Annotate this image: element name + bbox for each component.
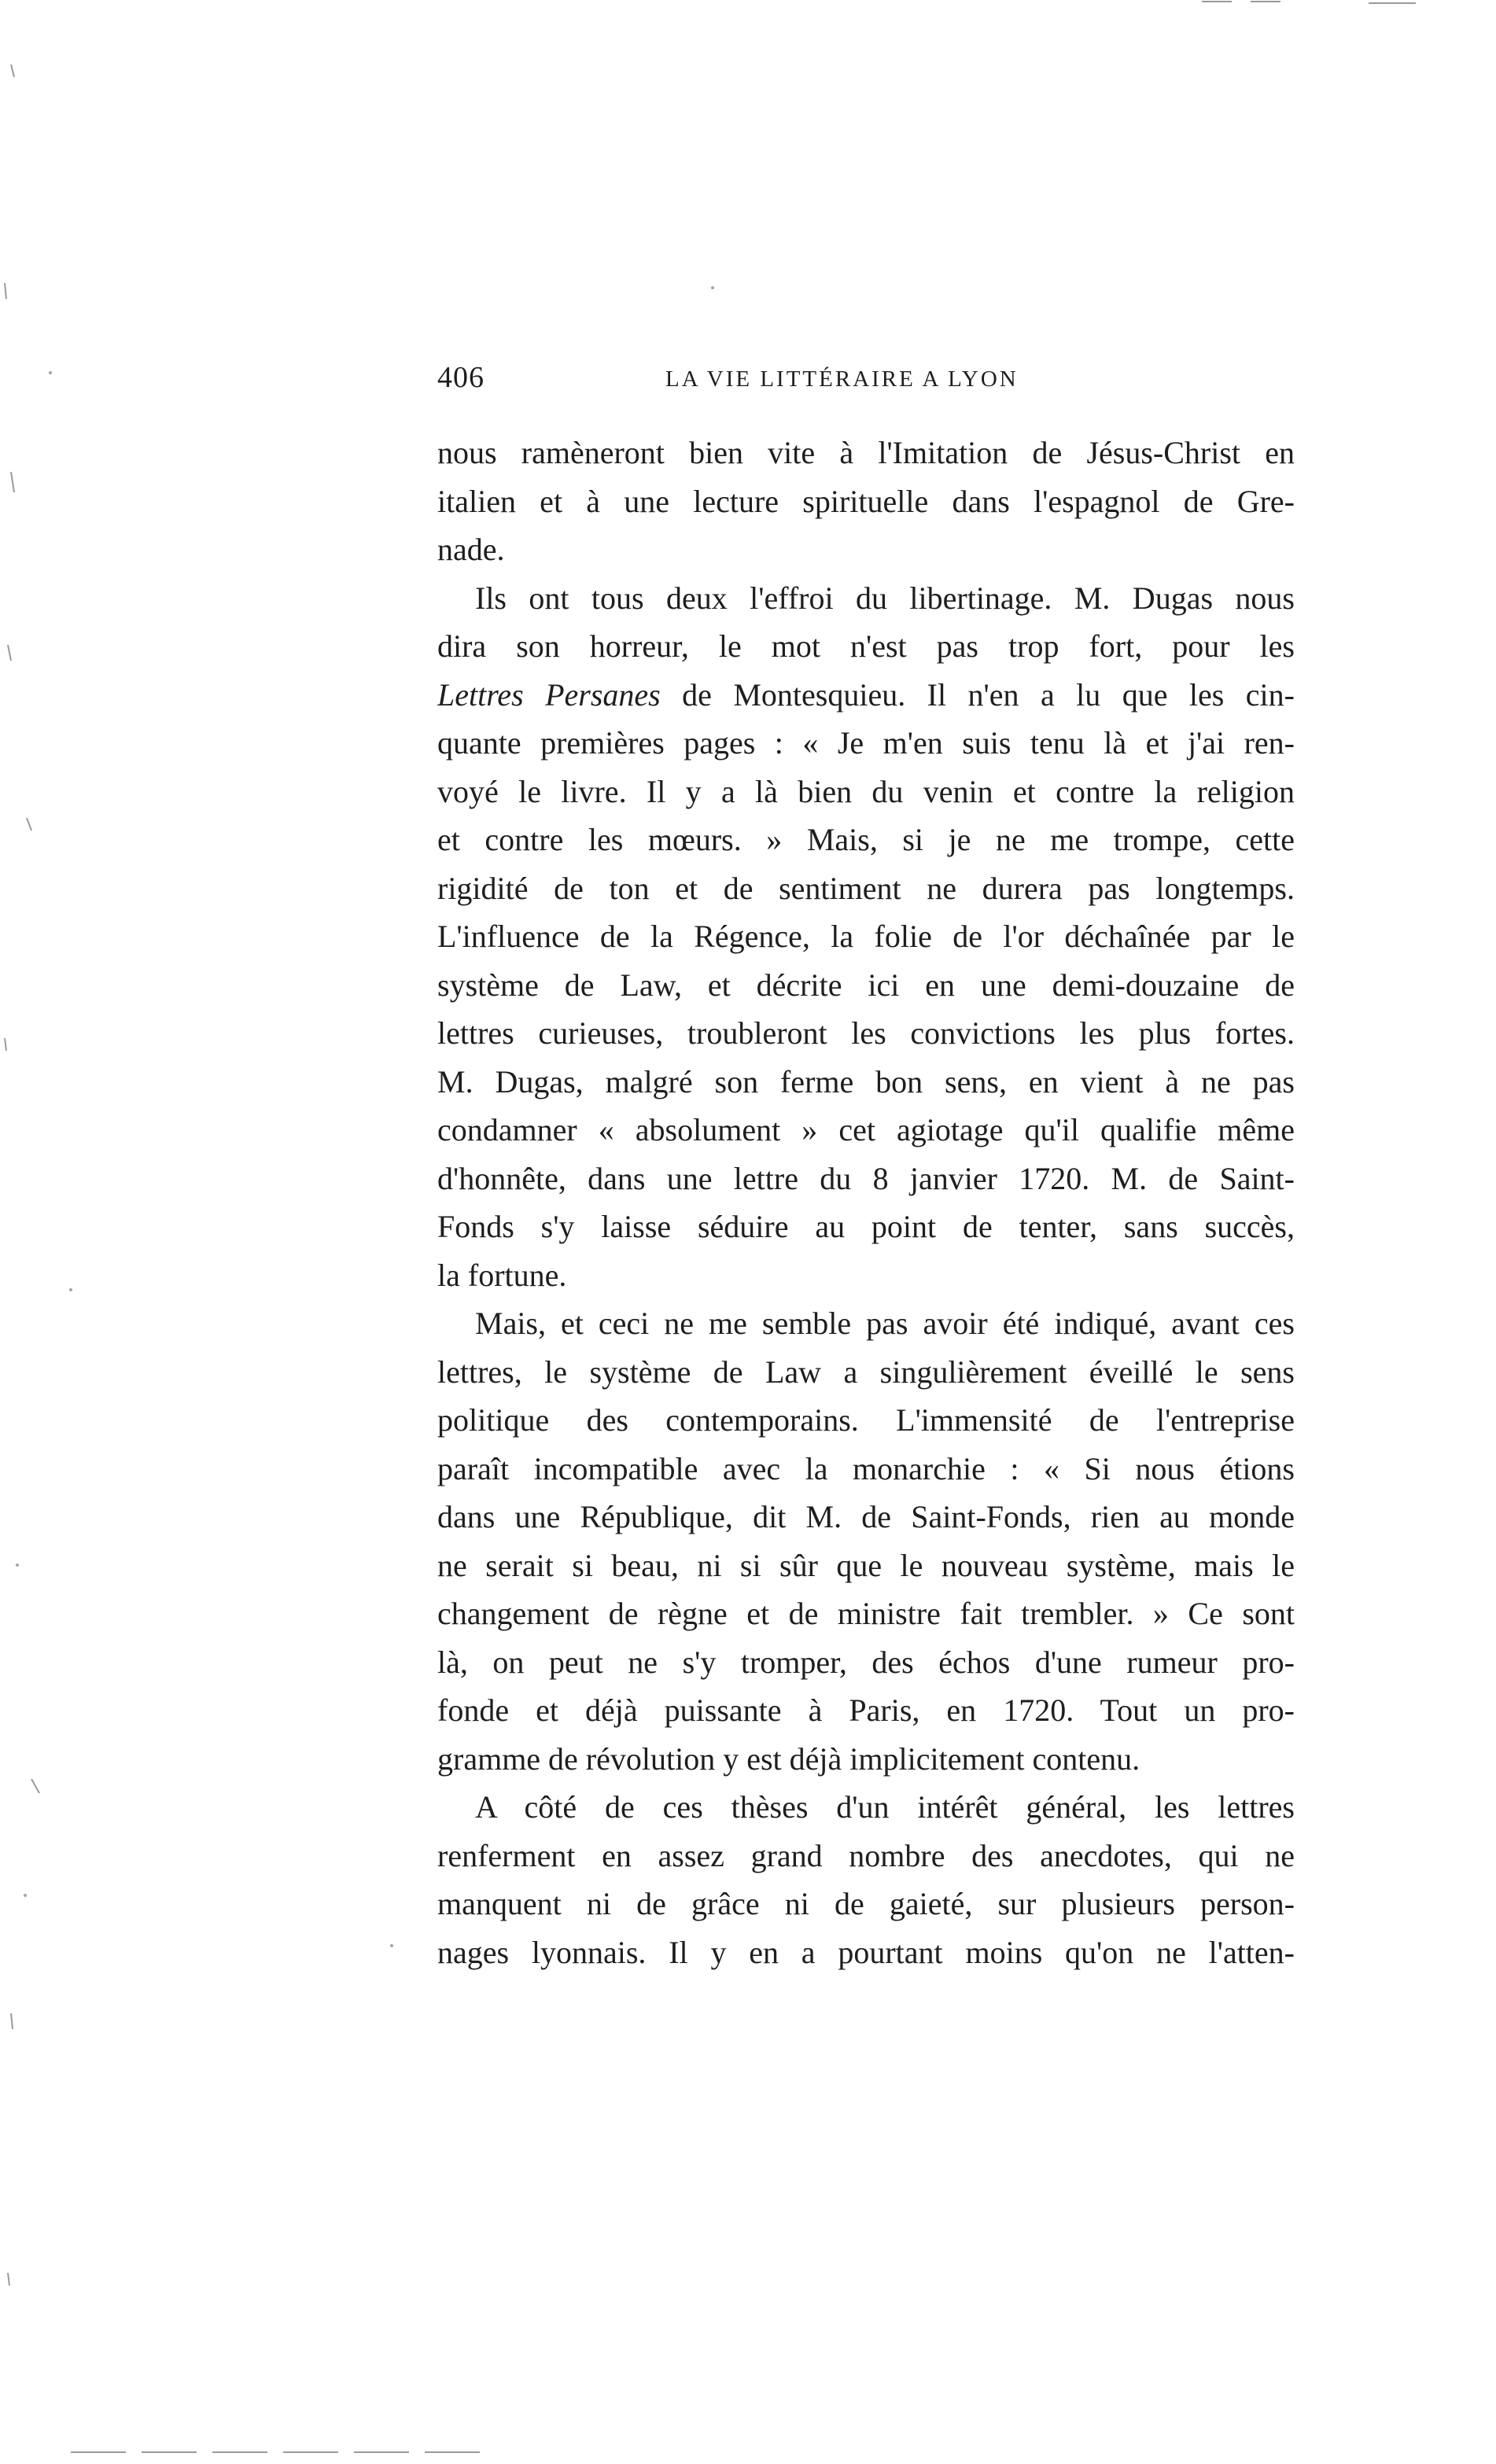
text-line: A côté de ces thèses d'un intérêt général, les lettres bbox=[475, 1789, 1295, 1825]
text-line: changement de règne et de ministre fait trembler. » Ce sont bbox=[437, 1596, 1295, 1631]
text-line: lettres curieuses, troubleront les convictions les plus fortes. bbox=[437, 1015, 1295, 1051]
text-line: L'influence de la Régence, la folie de l'or déchaînée par le bbox=[437, 919, 1295, 954]
text-line: rigidité de ton et de sentiment ne durera pas longtemps. bbox=[437, 870, 1295, 906]
text-line: la fortune. bbox=[437, 1257, 567, 1293]
text-line: fonde et déjà puissante à Paris, en 1720. Tout un pro- bbox=[437, 1692, 1295, 1728]
text-line: nade. bbox=[437, 532, 505, 567]
text-line: voyé le livre. Il y a là bien du venin et contre la religion bbox=[437, 773, 1295, 809]
text-line: gramme de révolution y est déjà implicitement contenu. bbox=[437, 1740, 1140, 1777]
book-title-italic: Lettres Persanes bbox=[437, 676, 661, 713]
running-title: LA VIE LITTÉRAIRE A LYON bbox=[665, 366, 1019, 392]
paragraph bbox=[437, 574, 1295, 1300]
text-line: nous ramèneront bien vite à l'Imitation de Jésus-Christ en bbox=[437, 435, 1295, 470]
text-line: quante premières pages : « Je m'en suis tenu là et j'ai ren- bbox=[437, 725, 1295, 761]
text-line: politique des contemporains. L'immensité de l'entreprise bbox=[437, 1402, 1295, 1438]
text-line: Ils ont tous deux l'effroi du libertinage. M. Dugas nous bbox=[475, 580, 1295, 616]
paragraph bbox=[437, 1299, 1295, 1783]
text-line: M. Dugas, malgré son ferme bon sens, en vient à ne pas bbox=[437, 1063, 1295, 1099]
text-line: dans une République, dit M. de Saint-Fonds, rien au monde bbox=[437, 1499, 1295, 1534]
text-line: italien et à une lecture spirituelle dans l'espagnol de Gre- bbox=[437, 483, 1295, 519]
text-line: manquent ni de grâce ni de gaieté, sur plusieurs person- bbox=[437, 1886, 1295, 1921]
text-line: et contre les mœurs. » Mais, si je ne me trompe, cette bbox=[437, 822, 1295, 857]
text-line: système de Law, et décrite ici en une demi-douzaine de bbox=[437, 967, 1295, 1003]
text-line: renferment en assez grand nombre des anecdotes, qui ne bbox=[437, 1837, 1295, 1873]
paragraph bbox=[437, 429, 1295, 574]
text-line: paraît incompatible avec la monarchie : « Si nous étions bbox=[437, 1450, 1295, 1486]
text-line: là, on peut ne s'y tromper, des échos d'une rumeur pro- bbox=[437, 1644, 1295, 1680]
body-text bbox=[437, 429, 1295, 1976]
text-line: ne serait si beau, ni si sûr que le nouveau système, mais le bbox=[437, 1547, 1295, 1583]
paragraph bbox=[437, 1783, 1295, 1976]
text-line: Mais, et ceci ne me semble pas avoir été indiqué, avant ces bbox=[475, 1306, 1295, 1341]
page-number: 406 bbox=[437, 361, 485, 394]
text-line: dira son horreur, le mot n'est pas trop fort, pour les bbox=[437, 628, 1295, 664]
text-line: condamner « absolument » cet agiotage qu'il qualifie même bbox=[437, 1112, 1295, 1147]
running-head bbox=[437, 360, 1295, 407]
text-line: Fonds s'y laisse séduire au point de tenter, sans succès, bbox=[437, 1209, 1295, 1244]
text-line: d'honnête, dans une lettre du 8 janvier 1720. M. de Saint- bbox=[437, 1160, 1295, 1196]
text-line-with-italic-title bbox=[437, 671, 1295, 720]
text-line-rest: de Montesquieu. Il n'en a lu que les cin- bbox=[660, 676, 1295, 713]
text-line: nages lyonnais. Il y en a pourtant moins qu'on ne l'atten- bbox=[437, 1934, 1295, 1970]
text-line: lettres, le système de Law a singulièrement éveillé le sens bbox=[437, 1354, 1295, 1390]
